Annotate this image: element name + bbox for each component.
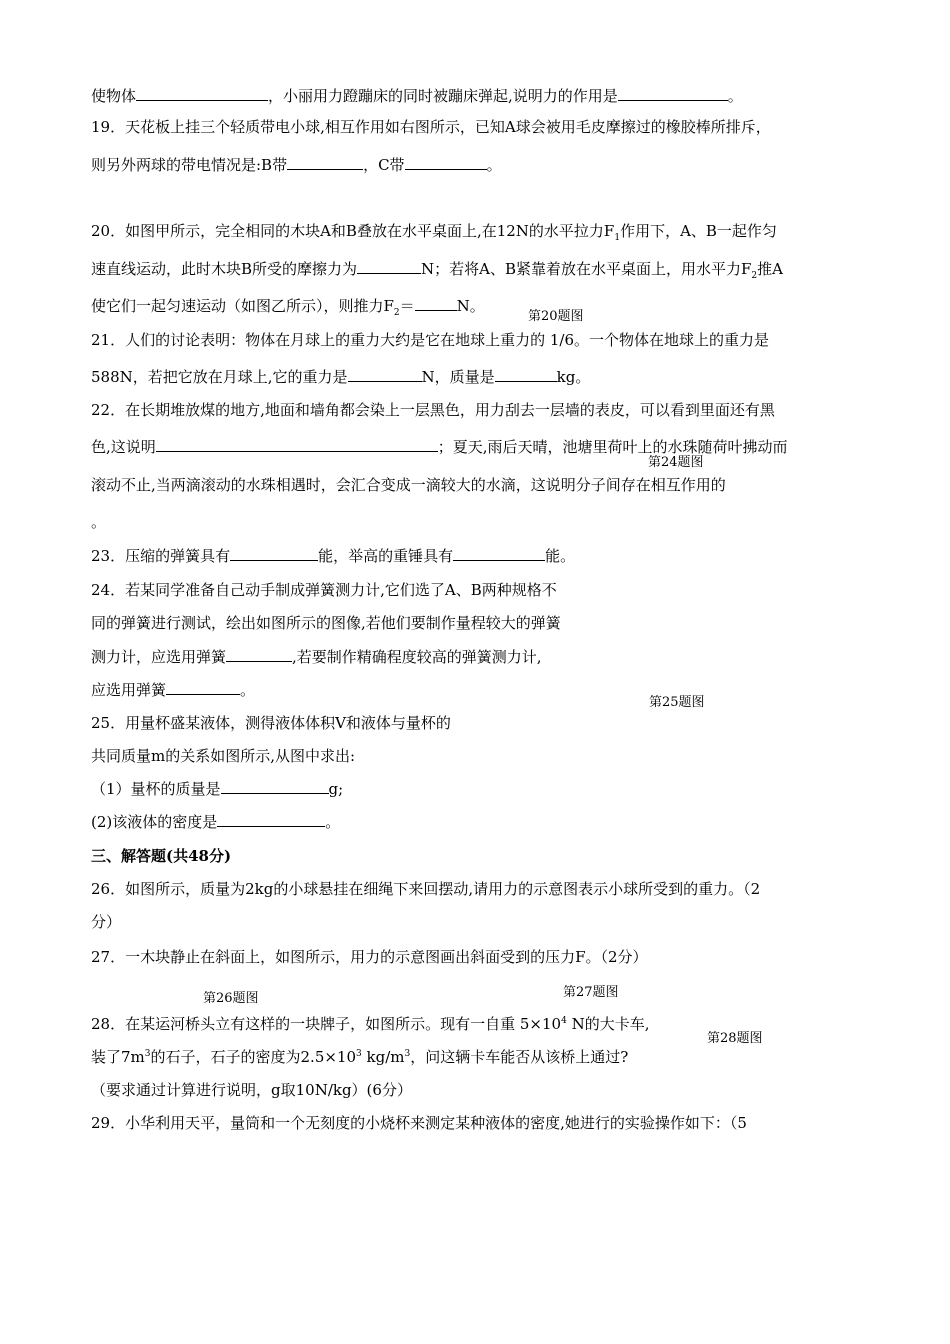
q23-blank-2[interactable] (453, 546, 545, 561)
q22-line-3: 滚动不止,当两滴滚动的水珠相遇时，会汇合变成一滴较大的水滴，这说明分子间存在相互作用的 (91, 476, 726, 494)
q23-text-a: 23．压缩的弹簧具有 (91, 547, 231, 565)
q29-line: 29．小华利用天平，量筒和一个无刻度的小烧杯来测定某种液体的密度,她进行的实验操作如下：（5 (91, 1114, 747, 1132)
q20-text-b: 作用下，A、B一起作匀 (620, 222, 777, 240)
q23-text-b: 能，举高的重锤具有 (318, 547, 454, 565)
q21-blank-weight[interactable] (348, 367, 422, 382)
q21-line-1: 21．人们的讨论表明：物体在月球上的重力大约是它在地球上重力的 1/6。一个物体在地球上的重力是 (91, 331, 770, 349)
q24-line-4 (91, 680, 255, 700)
q28-line-1 (91, 1014, 649, 1034)
q20-line-1 (91, 221, 777, 241)
q25-text-b: g; (328, 780, 344, 798)
q26-line-1: 26．如图所示，质量为2kg的小球悬挂在细绳下来回摆动,请用力的示意图表示小球所受到的重力。（2 (91, 880, 761, 898)
q19-text-a: 则另外两球的带电情况是:B带 (91, 156, 288, 174)
q24-text-c: 应选用弹簧 (91, 681, 167, 699)
q28-text-c: 装了7m (91, 1048, 145, 1066)
q22-text-a: 色,这说明 (91, 438, 156, 456)
q19-blank-b[interactable] (287, 155, 363, 170)
q20-text-c: 速直线运动，此时木块B所受的摩擦力为 (91, 260, 358, 278)
q20-blank-push[interactable] (415, 296, 457, 311)
q25-line-2: 共同质量m的关系如图所示,从图中求出: (91, 747, 356, 765)
q27-line: 27．一木块静止在斜面上，如图所示，用力的示意图画出斜面受到的压力F。（2分） (91, 948, 648, 966)
q19-line-2 (91, 155, 502, 175)
q25-blank-cup-mass[interactable] (221, 779, 329, 794)
q19-text-c: 。 (486, 156, 502, 174)
q25-blank-density[interactable] (217, 812, 325, 827)
q20-line-3 (91, 296, 485, 316)
q28-text-d: 的石子，石子的密度为2.5×10 (150, 1048, 357, 1066)
q28-sup-2: 3 (144, 1049, 151, 1059)
q25-line-1: 25．用量杯盛某液体，测得液体体积V和液体与量杯的 (91, 714, 451, 732)
fig24-caption: 第24题图 (648, 455, 704, 470)
q24-text-b: ,若要制作精确程度较高的弹簧测力计, (292, 648, 542, 666)
q24-blank-range[interactable] (226, 647, 292, 662)
q25-text-a: （1）量杯的质量是 (91, 780, 221, 798)
q19-line-1: 19．天花板上挂三个轻质带电小球,相互作用如右图所示，已知A球会被用毛皮摩擦过的橡胶棒所排斥， (91, 118, 771, 136)
q22-line-1: 22．在长期堆放煤的地方,地面和墙角都会染上一层黑色，用力刮去一层墙的表皮，可以看到里面还有黑 (91, 401, 775, 419)
q20-text-e: 推A (757, 260, 783, 278)
q24-blank-precision[interactable] (166, 680, 240, 695)
q21-blank-mass[interactable] (495, 367, 557, 382)
q24-line-2: 同的弹簧进行测试，绘出如图所示的图像,若他们要制作量程较大的弹簧 (91, 614, 561, 632)
section-heading: 三、解答题(共48分) (91, 847, 232, 865)
q28-sup-3: 3 (356, 1049, 362, 1059)
fig26-caption: 第26题图 (203, 991, 259, 1006)
q24-line-1: 24．若某同学准备自己动手制成弹簧测力计,它们选了A、B两种规格不 (91, 581, 557, 599)
q25-line-4 (91, 812, 340, 832)
q28-sup-1: 4 (561, 1016, 567, 1026)
q28-text-e: kg/m (361, 1048, 405, 1066)
q25-line-3 (91, 779, 343, 799)
q23-text-c: 能。 (545, 547, 576, 565)
q18-text-c: 。 (727, 87, 743, 105)
q18-blank-2[interactable] (618, 86, 728, 101)
q19-text-b: ，C带 (363, 156, 405, 174)
q20-text-d: N；若将A、B紧靠着放在水平桌面上，用水平力F (421, 260, 752, 278)
q26-line-2: 分） (91, 913, 122, 931)
q23-line (91, 546, 575, 566)
q18-text-b: ，小丽用力蹬蹦床的同时被蹦床弹起,说明力的作用是 (268, 87, 618, 105)
q20-sub-2: 2 (751, 271, 758, 281)
q21-text-a: 588N，若把它放在月球上,它的重力是 (91, 368, 348, 386)
q22-blank-1[interactable] (156, 437, 438, 452)
q28-text-b: N的大卡车, (566, 1015, 650, 1033)
q25-text-c: (2)该液体的密度是 (91, 813, 218, 831)
q28-text-a: 28．在某运河桥头立有这样的一块牌子，如图所示。现有一自重 5×10 (91, 1015, 562, 1033)
q18-text-a: 使物体 (91, 87, 137, 105)
q24-text-d: 。 (240, 681, 256, 699)
q20-sub-3: 2 (393, 308, 400, 318)
q20-text-f: 使它们一起匀速运动（如图乙所示），则推力F (91, 297, 394, 315)
q24-text-a: 测力计，应选用弹簧 (91, 648, 227, 666)
q21-line-2 (91, 367, 590, 387)
q20-line-2 (91, 259, 783, 279)
q18-line (91, 86, 743, 106)
q25-text-d: 。 (325, 813, 341, 831)
q28-sup-4: 3 (404, 1049, 411, 1059)
q24-line-3 (91, 647, 542, 667)
fig20-caption: 第20题图 (528, 309, 584, 324)
fig27-caption: 第27题图 (563, 985, 619, 1000)
q28-text-f: ，问这辆卡车能否从该桥上通过? (410, 1048, 629, 1066)
q20-text-a: 20．如图甲所示，完全相同的木块A和B叠放在水平桌面上,在12N的水平拉力F (91, 222, 615, 240)
q22-line-2 (91, 437, 788, 457)
q21-text-c: kg。 (556, 368, 591, 386)
q20-text-h: N。 (456, 297, 485, 315)
q19-blank-c[interactable] (405, 155, 487, 170)
q22-line-4: 。 (91, 513, 107, 531)
q18-blank-1[interactable] (136, 86, 268, 101)
fig28-caption: 第28题图 (707, 1031, 763, 1046)
q28-line-2 (91, 1047, 628, 1067)
q21-text-b: N，质量是 (421, 368, 495, 386)
q20-text-g: ＝ (399, 297, 415, 315)
q22-text-b: ；夏天,雨后天晴，池塘里荷叶上的水珠随荷叶拂动而 (437, 438, 788, 456)
fig25-caption: 第25题图 (649, 695, 705, 710)
q23-blank-1[interactable] (230, 546, 318, 561)
q20-blank-friction[interactable] (357, 259, 421, 274)
q20-sub-1: 1 (614, 233, 621, 243)
q28-line-3: （要求通过计算进行说明，g取10N/kg）(6分） (91, 1081, 412, 1099)
